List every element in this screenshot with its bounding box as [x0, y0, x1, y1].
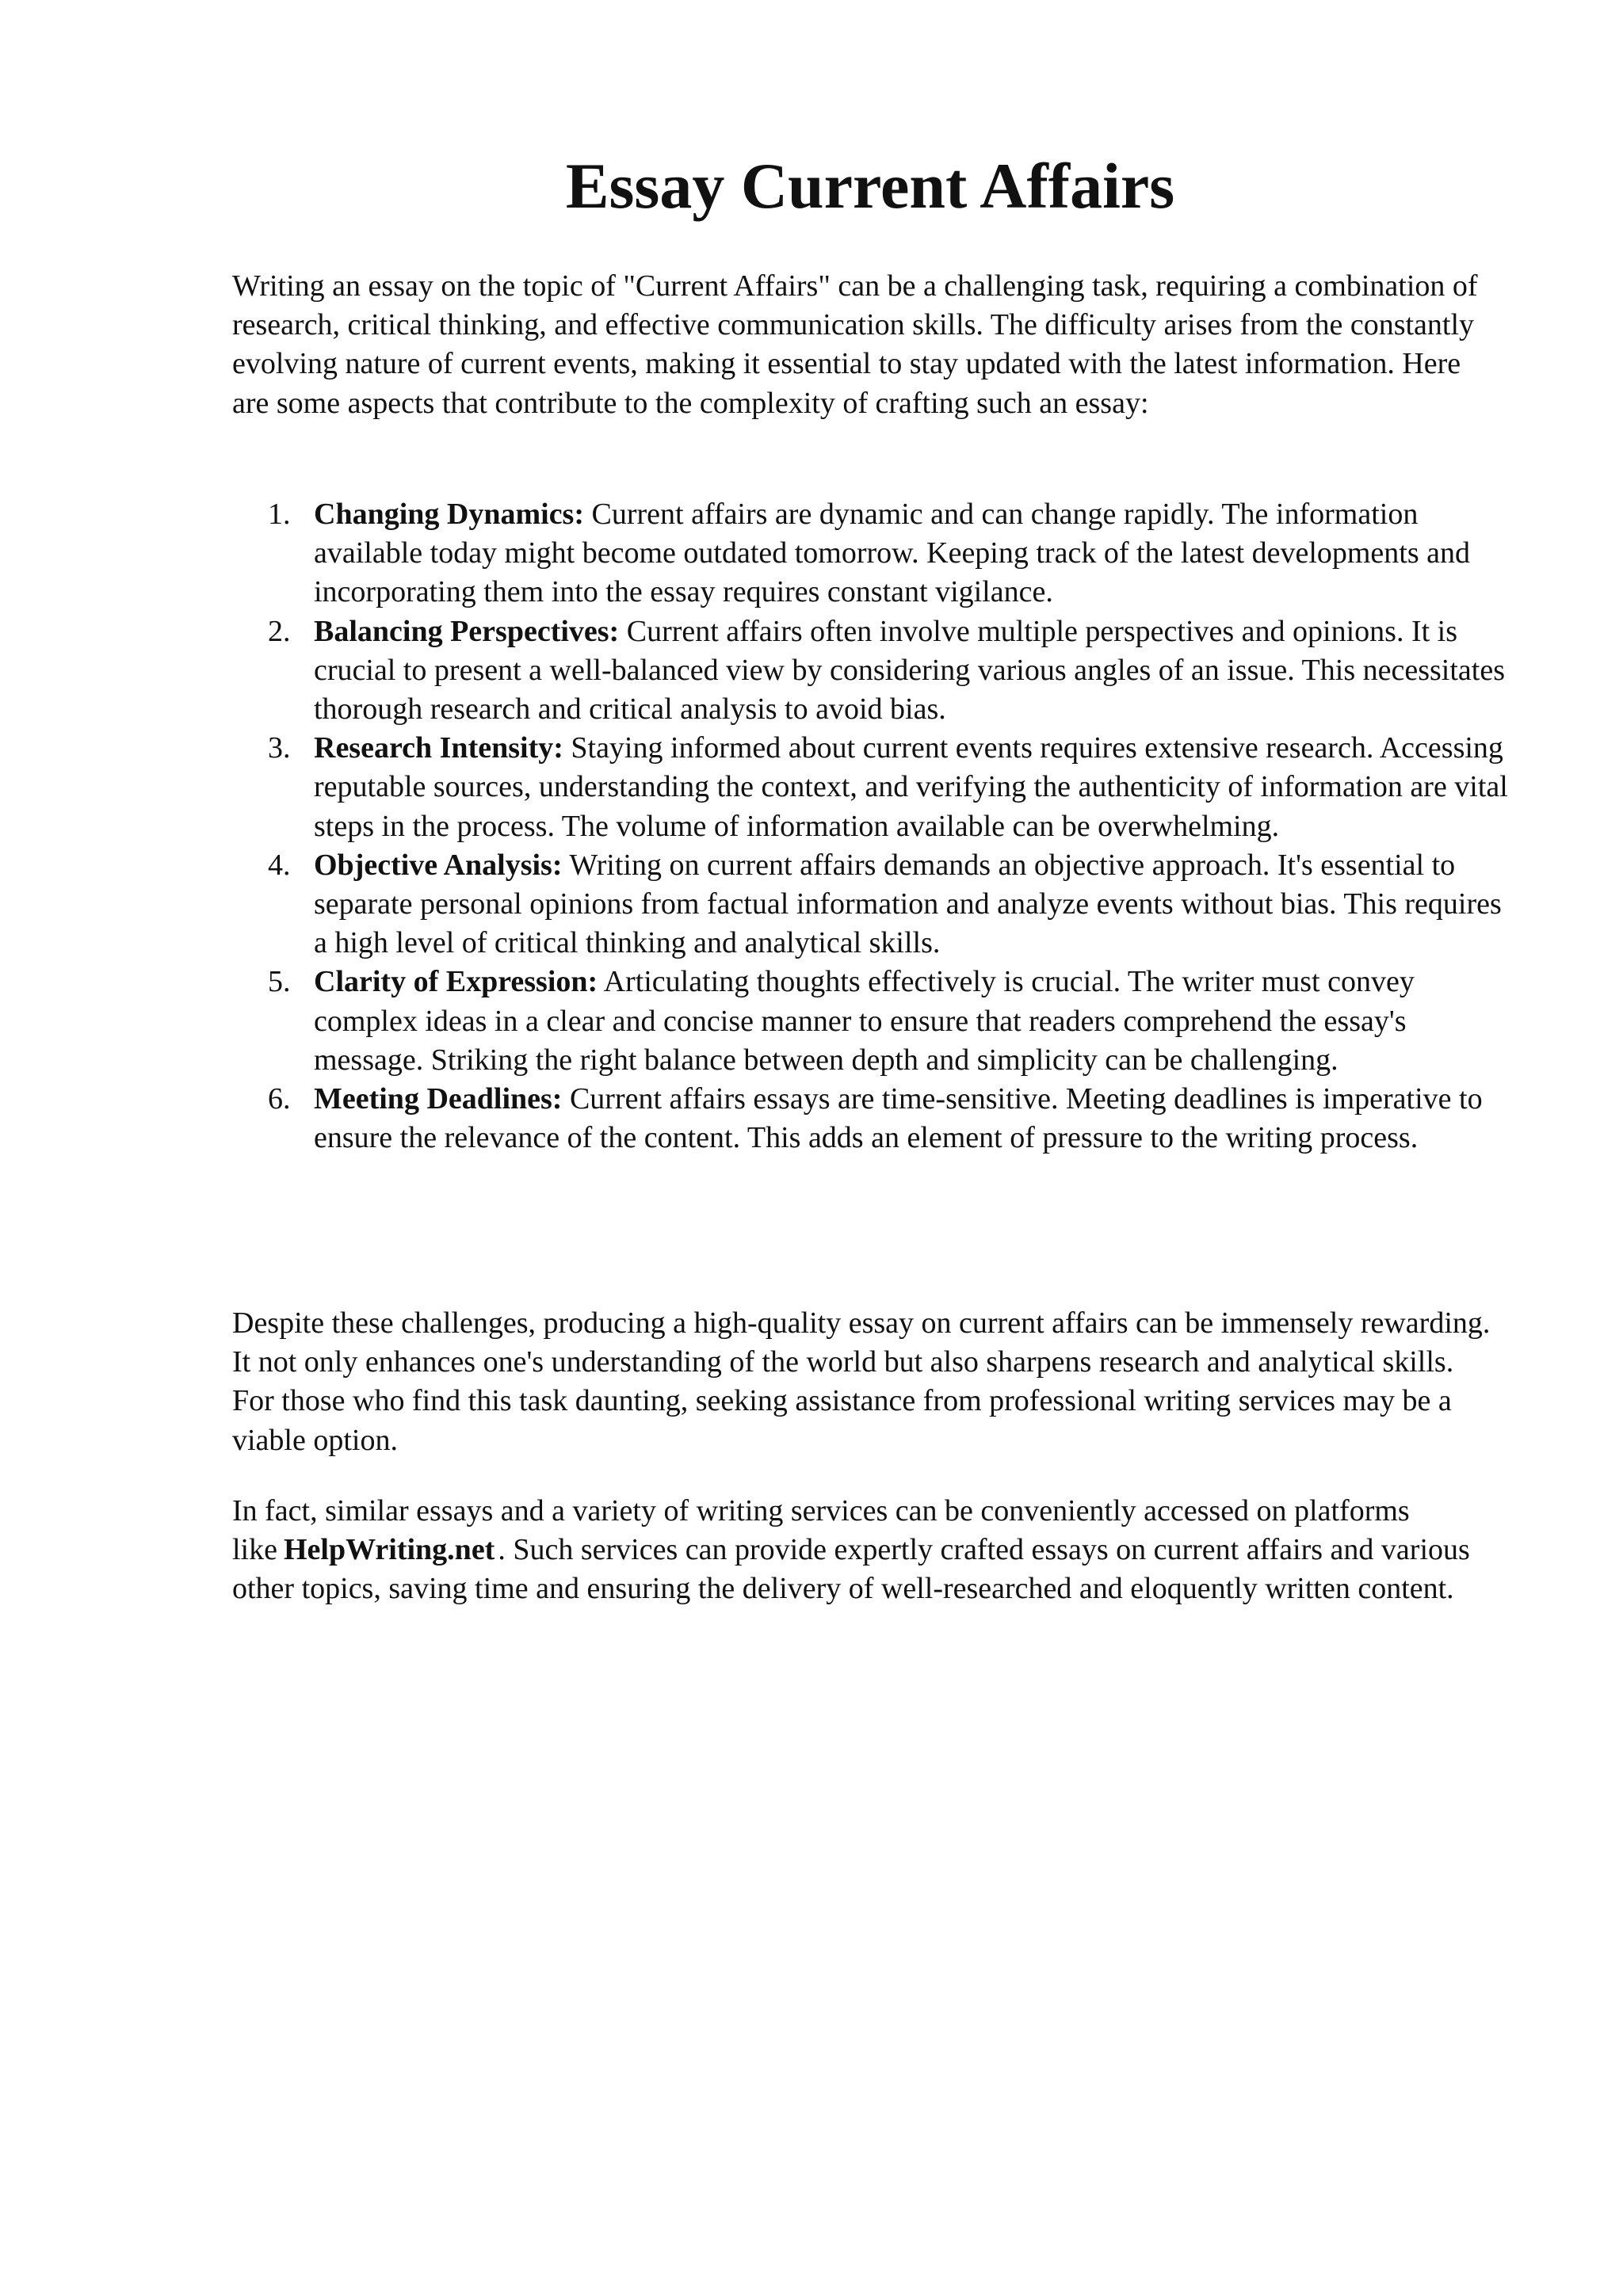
list-item-text: Writing on current affairs demands an objective approach. It's essential to separate personal opinions from factual information and analyze events without bias. This requires a high level of critical thinking and analytical skills. — [314, 848, 1502, 960]
list-item-number: 4. — [268, 848, 291, 882]
list-item — [232, 963, 1516, 1080]
final-paragraph — [232, 1492, 1500, 1609]
list-item-term: Changing Dynamics: — [314, 498, 584, 531]
list-item-term: Meeting Deadlines: — [314, 1082, 563, 1116]
list-item-text: Staying informed about current events requires extensive research. Accessing reputable sources, understanding the context, and verifying the authenticity of information are vital steps in the process. The volume of information available can be overwhelming. — [314, 731, 1508, 843]
list-item-number: 3. — [268, 731, 291, 765]
list-item-text: Articulating thoughts effectively is crucial. The writer must convey complex ideas in a clear and concise manner to ensure that readers comprehend the essay's message. Striking the right balance between depth and simplicity can be challenging. — [314, 965, 1415, 1077]
document-title: Essay Current Affairs — [565, 150, 1175, 222]
list-item-text: Current affairs are dynamic and can change rapidly. The information available today might become outdated tomorrow. Keeping track of the latest developments and incorporating them into the essay requires constant vigilance. — [314, 498, 1471, 609]
list-item-term: Balancing Perspectives: — [314, 614, 620, 648]
list-item-number: 5. — [268, 965, 291, 999]
list-item-text: Current affairs often involve multiple perspectives and opinions. It is crucial to present a well-balanced view by considering various angles of an issue. This necessitates thorough research and critical analysis to avoid bias. — [314, 614, 1505, 727]
intro-paragraph: Writing an essay on the topic of "Current Affairs" can be a challenging task, requiring a combination of research, critical thinking, and effective communication skills. The difficulty arises from the constantly evolving nature of current events, making it essential to stay updated with the latest information. Here are some aspects that contribute to the complexity of crafting such an essay: — [232, 269, 1478, 420]
list-item — [232, 495, 1516, 612]
aspects-list — [232, 495, 1516, 1158]
list-item — [232, 612, 1516, 730]
list-item — [232, 1080, 1516, 1158]
list-item — [232, 729, 1516, 846]
conclusion-paragraph: Despite these challenges, producing a high-quality essay on current affairs can be immensely rewarding. It not only enhances one's understanding of the world but also sharpens research and analytical skills. For those who find this task daunting, seeking assistance from professional writing services may be a viable option. — [232, 1306, 1491, 1457]
list-item-number: 2. — [268, 614, 291, 648]
list-item — [232, 846, 1516, 963]
list-item-number: 1. — [268, 498, 291, 531]
final-text-after-link: . Such services can provide expertly crafted essays on current affairs and various other topics, saving time and ensuring the delivery of well-researched and eloquently written content. — [232, 1533, 1470, 1606]
helpwriting-link[interactable]: HelpWriting.net — [283, 1533, 495, 1567]
list-item-number: 6. — [268, 1082, 291, 1116]
list-item-term: Clarity of Expression: — [314, 965, 598, 999]
list-item-term: Research Intensity: — [314, 731, 563, 765]
list-item-term: Objective Analysis: — [314, 848, 563, 882]
final-text-before-link: In fact, similar essays and a variety of writing services can be conveniently accessed on platforms like — [232, 1494, 1410, 1567]
list-item-text: Current affairs essays are time-sensitive. Meeting deadlines is imperative to ensure the relevance of the content. This adds an element of pressure to the writing process. — [314, 1082, 1483, 1155]
